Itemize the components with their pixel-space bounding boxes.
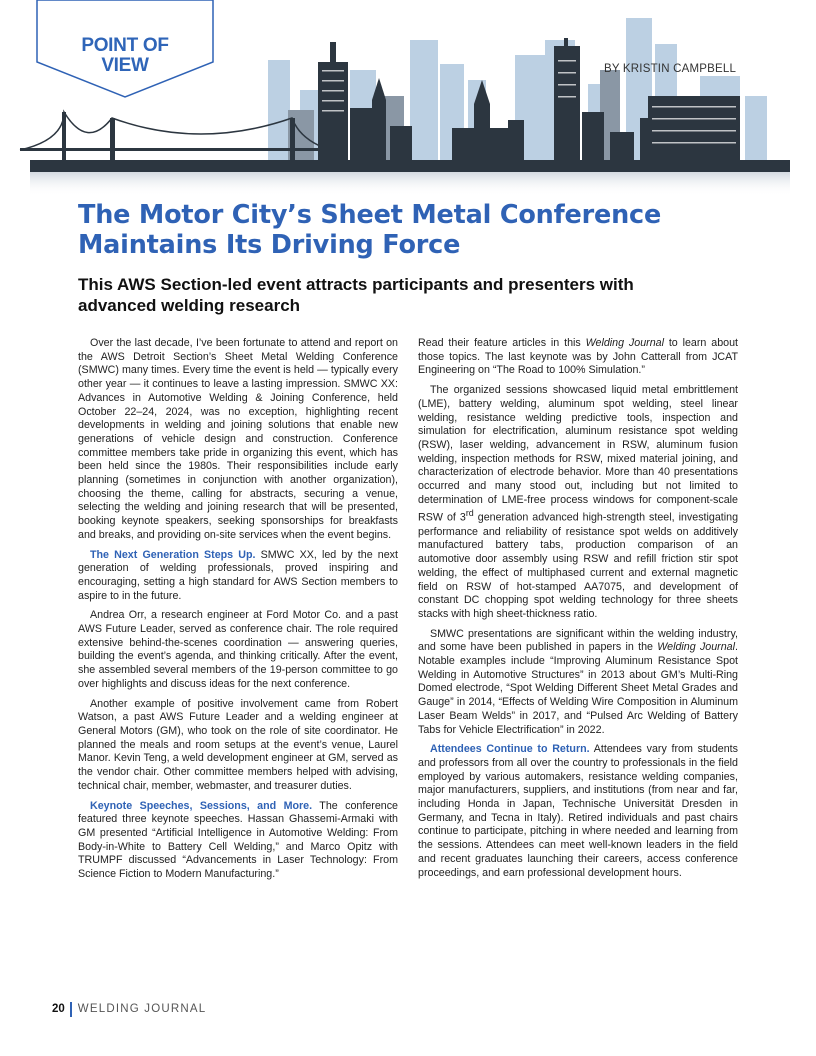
page-number: 20: [52, 1003, 65, 1015]
article-title: [78, 200, 758, 260]
paragraph-8: [418, 628, 738, 738]
paragraph-4: Another example of positive involvement came from Robert Watson, a past AWS Future Leader and a welding engineer at General Motors (GM), who took on the role of site coordinator. He planned the meals and room setups at the event’s venue, Laurel Manor. Kevin Teng, a weld development engineer at GM, served as the vendor chair. Other committee members helped with advising, technical chair, member, webmaster, and treasurer duties.: [78, 697, 398, 792]
paragraph-5-text: The conference featured three keynote speeches. Hassan Ghassemi-Armaki with GM presented “Artificial Intelligence in Automotive Welding: From Body-in-White to Battery Cell Welding,” and Marco Opitz with TRUMPF discussed “Advancements in Laser Technology: From Science Fiction to Modern Manufacturing.”: [78, 799, 398, 881]
paragraph-7-text-a: The organized sessions showcased liquid metal embrittlement (LME), battery welding, aluminum spot welding, steel linear welding, resistance welding predictive tools, inspection and simulation for electrification, aluminum resistance spot welding (RSW), laser welding, advancement in RSW, aluminum fusion welding, inspection methods for RSW, mixed material joining, and characterization of electrode behavior. More than 40 presentations occurred and many stood out, including but not limited to determination of LME-free process windows for component-scale RSW of 3: [418, 384, 738, 524]
byline: BY KRISTIN CAMPBELL: [604, 63, 737, 75]
section-lead-attendees: Attendees Continue to Return.: [430, 743, 590, 756]
point-of-view-tag: [36, 0, 214, 98]
paragraph-8-text-a: SMWC presentations are significant within the welding industry, and some have been published in papers in the: [418, 627, 738, 654]
article-subtitle: [78, 274, 738, 316]
paragraph-9-text: Attendees vary from students and professors from all over the country to professionals in the field employed by various automakers, resistance welding companies, major manufacturers, suppliers, and institutions (from near and far, including Honda in Japan, Technische Universität Dresden in Germany, and Tecna in Italy). Retired individuals and past chairs continue to participate, pitching in where needed and learning from the sessions. Attendees can meet well-known leaders in the field and recent graduates launching their careers, access conference proceedings, and earn professional development hours.: [418, 743, 739, 879]
journal-title-italic-2: Welding Journal: [657, 641, 736, 654]
paragraph-2-text: SMWC XX, led by the next generation of welding professionals, proved inspiring and encouraging, setting a high standard for AWS Section members to aspire to in the future.: [78, 548, 398, 602]
paragraph-2: [78, 549, 398, 604]
tag-line-2: VIEW: [101, 55, 149, 76]
paragraph-6-text-b: to learn about those topics. The last keynote was by John Catterall from JCAT Engineering on “The Road to 100% Simulation.”: [418, 337, 738, 377]
paragraph-3: Andrea Orr, a research engineer at Ford Motor Co. and a past AWS Future Leader, served as conference chair. The role required extensive behind-the-scenes coordination — answering queries, building the event’s agenda, and thinking critically. After the event, she assembled several members of the 19-person committee to go over highlights and discuss ideas for the next conference.: [78, 609, 398, 690]
subtitle-line-2: advanced welding research: [78, 296, 301, 315]
journal-title-italic: Welding Journal: [585, 337, 664, 349]
column-left: [78, 337, 398, 888]
section-lead-next-generation: The Next Generation Steps Up.: [90, 548, 256, 561]
title-line-2: Maintains Its Driving Force: [78, 230, 461, 260]
header-banner: [0, 0, 816, 200]
page-footer: [52, 1001, 206, 1017]
section-lead-keynote: Keynote Speeches, Sessions, and More.: [90, 799, 313, 812]
paragraph-1: Over the last decade, I’ve been fortunate to attend and report on the AWS Detroit Section’s Sheet Metal Welding Conference (SMWC) many times. Every time the event is held — typically every other year — it continues to leave a lasting impression. SMWC XX: Advances in Automotive Welding & Joining Conference, held October 22–24, 2024, was no exception, highlighting recent developments in welding and joining solutions that enable new generations of vehicle design and construction. Conference committee members take pride in organizing this event, which has been held since the 1980s. Their responsibilities include early planning (sometimes in conjunction with another organization), choosing the theme, calling for abstracts, securing a venue, selecting the welding and joining research that will be presented, booking keynote speakers, seeking sponsorships for breakfasts and breaks, and providing on-site services when the event begins.: [78, 337, 398, 541]
tag-line-1: POINT OF: [81, 35, 169, 56]
footer-divider: [70, 1002, 72, 1017]
column-right: [418, 337, 738, 886]
paragraph-6-text-a: Read their feature articles in this: [418, 337, 586, 349]
ordinal-superscript: rd: [465, 508, 474, 519]
paragraph-8-text-b: . Notable examples include “Improving Aluminum Resistance Spot Welding in Automotive Structures” in 2013 about GM’s Multi-Ring Domed electrode, “Spot Welding Different Sheet Metal Grades and Gauge” in 2014, “Effects of Welding Wire Composition in Aluminum Laser Beam Welds” in 2017, and “Pulsed Arc Welding of Battery Tabs for Vehicle Electrification” in 2022.: [418, 641, 738, 736]
paragraph-9: [418, 743, 738, 880]
paragraph-7-text-b: generation advanced high-strength steel, investigating performance and reliability of resistance spot welds on additively manufactured battery tabs, production comparison of an automotive door assembly using RSW and refill friction stir spot welding, the effect of multiphased current and external magnetic field on RSW of hot-stamped AA7075, and development of constant DC chopping spot welding technology for three sheets stacks with high sheet-thickness ratio.: [418, 512, 739, 620]
paragraph-5: [78, 800, 398, 882]
paragraph-7: [418, 384, 738, 622]
journal-name: WELDING JOURNAL: [77, 1003, 207, 1015]
paragraph-6: [418, 337, 738, 378]
subtitle-line-1: This AWS Section-led event attracts participants and presenters with: [78, 275, 634, 294]
title-line-1: The Motor City’s Sheet Metal Conference: [78, 200, 662, 230]
